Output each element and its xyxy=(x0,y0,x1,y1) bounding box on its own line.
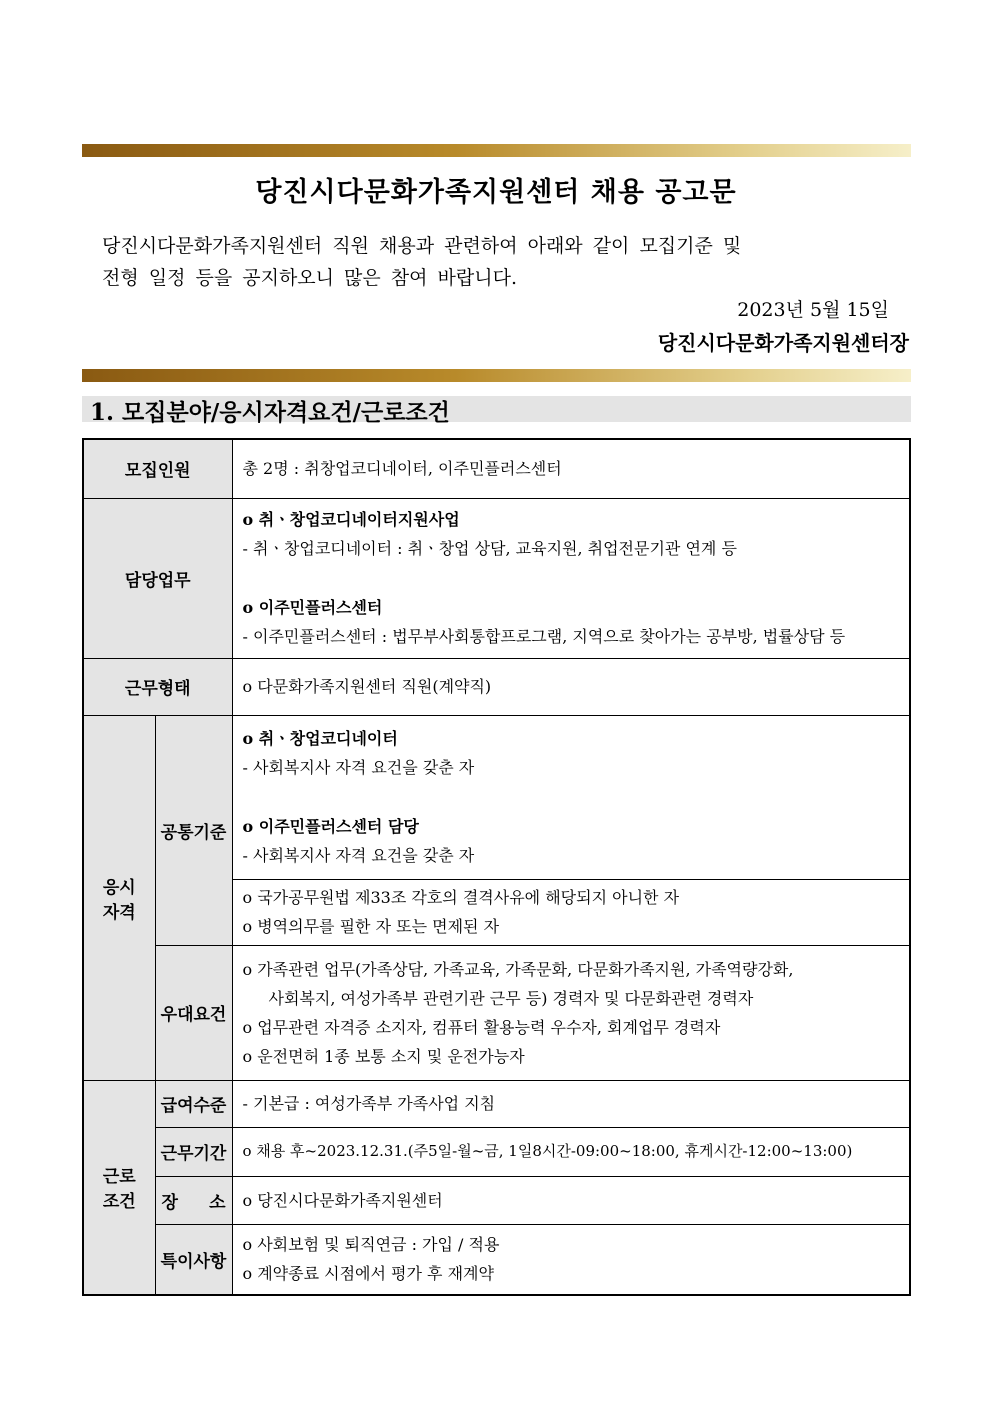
recruit-value-text: 총 2명 : 취창업코디네이터, 이주민플러스센터 xyxy=(242,459,562,479)
intro-line-2: 전형 일정 등을 공지하오니 많은 참여 바랍니다. xyxy=(102,267,518,289)
row-duties xyxy=(83,498,910,658)
place-label-b: 소 xyxy=(209,1192,226,1213)
row-special xyxy=(83,1224,910,1295)
place-value xyxy=(232,1176,910,1224)
common-general-content xyxy=(232,879,910,945)
preferred-content xyxy=(232,945,910,1080)
preferred-2: o 업무관련 자격증 소지자, 컴퓨터 활용능력 우수자, 회계업무 경력자 xyxy=(242,1017,721,1037)
conditions-label-2: 조건 xyxy=(102,1192,136,1213)
qualification-label-2: 자격 xyxy=(102,902,136,923)
row-period xyxy=(83,1127,910,1176)
preferred-3: o 운전면허 1종 보통 소지 및 운전가능자 xyxy=(242,1046,525,1066)
special-content xyxy=(232,1224,910,1295)
duties-heading-1: o 취ㆍ창업코디네이터지원사업 xyxy=(242,510,460,529)
section-heading xyxy=(82,396,911,426)
duties-detail-1: - 취ㆍ창업코디네이터 : 취ㆍ창업 상담, 교육지원, 취업전문기관 연계 등 xyxy=(242,539,737,558)
qualification-label xyxy=(83,715,155,1080)
top-decorative-bar xyxy=(82,144,911,157)
common-detail-2: - 사회복지사 자격 요건을 갖춘 자 xyxy=(242,846,475,865)
row-common-criteria xyxy=(83,715,910,879)
conditions-label-1: 근로 xyxy=(102,1167,136,1188)
common-criteria-label: 공통기준 xyxy=(155,715,232,945)
section-title: 1. 모집분야/응시자격요건/근로조건 xyxy=(90,399,450,426)
work-type-value-text: o 다문화가족지원센터 직원(계약직) xyxy=(242,677,492,696)
work-type-value xyxy=(232,658,910,715)
special-2: o 계약종료 시점에서 평가 후 재계약 xyxy=(242,1264,494,1284)
salary-value xyxy=(232,1080,910,1127)
row-preferred xyxy=(83,945,910,1080)
intro-line-1: 당진시다문화가족지원센터 직원 채용과 관련하여 아래와 같이 모집기준 및 xyxy=(102,235,742,257)
organization-signature: 당진시다문화가족지원센터장 xyxy=(657,331,909,355)
announcement-date: 2023년 5월 15일 xyxy=(737,299,889,321)
salary-label: 급여수준 xyxy=(155,1080,232,1127)
row-place xyxy=(83,1176,910,1224)
duties-content xyxy=(232,498,910,658)
common-criteria-content xyxy=(232,715,910,879)
row-work-type xyxy=(83,658,910,715)
special-label: 특이사항 xyxy=(155,1224,232,1295)
period-label: 근무기간 xyxy=(155,1127,232,1176)
common-detail-1: - 사회복지사 자격 요건을 갖춘 자 xyxy=(242,758,475,777)
duties-label: 담당업무 xyxy=(83,498,232,658)
place-label-a: 장 xyxy=(161,1192,178,1213)
common-heading-2: o 이주민플러스센터 담당 xyxy=(242,817,419,836)
preferred-1-continued: 사회복지, 여성가족부 관련기관 근무 등) 경력자 및 다문화관련 경력자 xyxy=(268,988,754,1008)
row-recruit xyxy=(83,439,910,498)
page-title: 당진시다문화가족지원센터 채용 공고문 xyxy=(255,177,737,208)
recruit-label: 모집인원 xyxy=(83,439,232,498)
preferred-1: o 가족관련 업무(가족상담, 가족교육, 가족문화, 다문화가족지원, 가족역량강화, xyxy=(242,959,794,979)
special-1: o 사회보험 및 퇴직연금 : 가입 / 적용 xyxy=(242,1235,500,1255)
work-type-label: 근무형태 xyxy=(83,658,232,715)
common-general-1: o 국가공무원법 제33조 각호의 결격사유에 해당되지 아니한 자 xyxy=(242,888,680,907)
duties-heading-2: o 이주민플러스센터 xyxy=(242,598,383,617)
preferred-label: 우대요건 xyxy=(155,945,232,1080)
recruit-value xyxy=(232,439,910,498)
recruitment-table xyxy=(82,438,911,1296)
conditions-label xyxy=(83,1080,155,1295)
period-value-text: o 채용 후~2023.12.31.(주5일-월~금, 1일8시간-09:00~18:00, 휴게시간-12:00~13:00) xyxy=(242,1142,853,1160)
period-value xyxy=(232,1127,910,1176)
row-salary xyxy=(83,1080,910,1127)
qualification-label-1: 응시 xyxy=(102,877,136,898)
duties-detail-2: - 이주민플러스센터 : 법무부사회통합프로그램, 지역으로 찾아가는 공부방, 법률상담 등 xyxy=(242,627,846,646)
salary-value-text: - 기본급 : 여성가족부 가족사업 지침 xyxy=(242,1094,496,1113)
common-heading-1: o 취ㆍ창업코디네이터 xyxy=(242,729,398,748)
place-label xyxy=(155,1176,232,1224)
place-value-text: o 당진시다문화가족지원센터 xyxy=(242,1190,443,1210)
common-general-2: o 병역의무를 필한 자 또는 면제된 자 xyxy=(242,917,500,936)
bottom-decorative-bar xyxy=(82,369,911,382)
